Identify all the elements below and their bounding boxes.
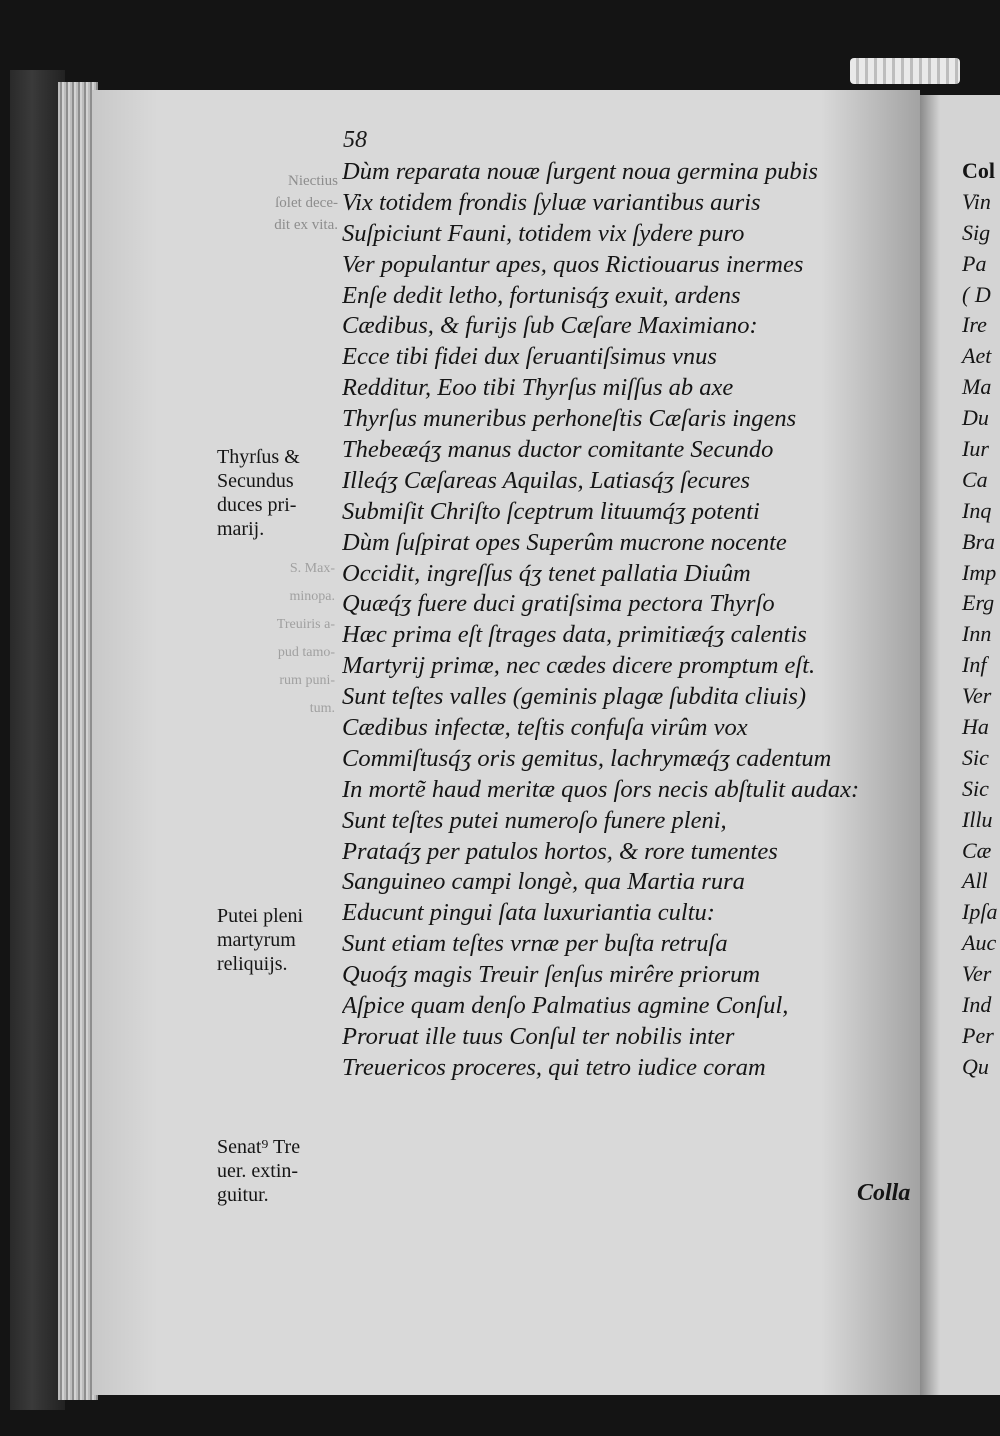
verse-line: Ver populantur apes, quos Rictiouarus inermes xyxy=(342,250,804,278)
margin-note-thyrsus: Thyrſus & Secundus duces pri- marij. xyxy=(217,446,300,540)
verse-line: Aſpice quam denſo Palmatius agmine Conſul, xyxy=(342,992,789,1020)
book-spine xyxy=(10,70,65,1410)
facing-line: Vin xyxy=(962,188,991,214)
facing-line: Bra xyxy=(962,528,995,554)
facing-line: Ver xyxy=(962,683,992,709)
facing-line: All xyxy=(962,868,988,894)
verse-line: Proruat ille tuus Conſul ter nobilis inter xyxy=(342,1022,735,1050)
facing-line: Sic xyxy=(962,775,989,801)
bleed-through-text-middle: S. Max- minopa. Treuiris a- pud tamo- rum puni- tum. xyxy=(276,561,335,716)
facing-line: Illu xyxy=(962,806,993,832)
verse-line: Illeq́ʒ Cæſareas Aquilas, Latiasq́ʒ ſecures xyxy=(342,466,751,494)
facing-line: Du xyxy=(962,405,989,431)
verse-line: Suſpiciunt Fauni, totidem vix ſydere puro xyxy=(342,219,745,247)
verse-line: Educunt pingui ſata luxuriantia cultu: xyxy=(342,899,715,927)
verse-line: Submiſit Chriſto ſceptrum lituumq́ʒ potenti xyxy=(342,497,760,525)
facing-line: Cæ xyxy=(962,837,992,863)
verse-line: Thyrſus muneribus perhoneſtis Cæſaris ingens xyxy=(342,405,797,433)
verse-line: Quæq́ʒ fuere duci gratiſsima pectora Thyrſo xyxy=(342,590,775,618)
facing-line: Inn xyxy=(962,621,992,647)
verse-line: Sunt teſtes putei numeroſo funere pleni, xyxy=(342,806,727,834)
facing-line: Sic xyxy=(962,744,989,770)
verse-line: Dùm reparata nouæ ſurgent noua germina pubis xyxy=(342,158,818,185)
facing-line: Ma xyxy=(962,374,992,400)
facing-line: Ver xyxy=(962,961,992,987)
facing-line: Pa xyxy=(962,250,987,276)
facing-line: Col xyxy=(962,158,995,183)
verse-line: Commiſtusq́ʒ oris gemitus, lachrymæq́ʒ cadentum xyxy=(342,744,832,772)
verse-line: Cædibus, & furijs ſub Cæſare Maximiano: xyxy=(342,312,758,340)
verse-line: In mortẽ haud meritæ quos ſors necis abſtulit audax: xyxy=(342,775,860,803)
bookmark-ribbon xyxy=(850,58,960,84)
verse-line: Treuericos proceres, qui tetro iudice coram xyxy=(342,1053,766,1081)
verse-line: Sunt etiam teſtes vrnæ per buſta retruſa xyxy=(342,930,728,958)
facing-line: Sig xyxy=(962,219,991,245)
page-number: 58 xyxy=(343,127,367,153)
facing-line: Ipſa xyxy=(962,899,998,925)
facing-page-text xyxy=(962,156,997,1083)
verse-line: Thebeæq́ʒ manus ductor comitante Secundo xyxy=(342,436,774,464)
margin-note-senatus: Senat⁹ Tre uer. extin- guitur. xyxy=(217,1136,301,1206)
verse-line: Sanguineo campi longè, qua Martia rura xyxy=(342,868,745,896)
verse-line: Redditur, Eoo tibi Thyrſus miſſus ab axe xyxy=(342,374,734,402)
facing-line: Ha xyxy=(962,714,989,740)
verse-column xyxy=(342,157,917,1084)
facing-line: Per xyxy=(962,1022,994,1048)
verse-line: Vix totidem frondis ſyluæ variantibus auris xyxy=(342,188,761,216)
verse-line: Sunt teſtes valles (geminis plagæ ſubdita cliuis) xyxy=(342,683,807,711)
verse-line: Cædibus infectæ, teſtis confuſa virûm vox xyxy=(342,714,748,742)
facing-line: Erg xyxy=(962,590,995,616)
verse-line: Martyrij primæ, nec cædes dicere promptum eſt. xyxy=(342,652,816,680)
facing-line: Imp xyxy=(962,559,997,585)
facing-line: Iur xyxy=(962,436,989,462)
facing-line: Aet xyxy=(962,343,992,369)
facing-line: Inq xyxy=(962,497,992,523)
catchword: Colla xyxy=(857,1180,911,1206)
facing-line: Qu xyxy=(962,1053,989,1079)
facing-line: Ire xyxy=(962,312,987,338)
facing-line: ( D xyxy=(962,281,991,307)
verse-line: Dùm ſuſpirat opes Superûm mucrone nocente xyxy=(342,528,787,556)
facing-line: Ca xyxy=(962,466,988,492)
verse-line: Prataq́ʒ per patulos hortos, & rore tumentes xyxy=(342,837,778,865)
margin-note-putei: Putei pleni martyrum reliquijs. xyxy=(217,905,304,975)
verse-line: Occidit, ingreſſus q́ʒ tenet pallatia Diuûm xyxy=(342,559,751,587)
verse-line: Enſe dedit letho, fortunisq́ʒ exuit, ardens xyxy=(342,281,741,309)
bleed-through-text-top: Niectius ſolet dece- dit ex vita. xyxy=(274,173,338,233)
verse-line: Quoq́ʒ magis Treuir ſenſus mirêre priorum xyxy=(342,961,761,989)
verse-line: Ecce tibi fidei dux ſeruantiſsimus vnus xyxy=(342,343,717,371)
facing-line: Inf xyxy=(962,652,987,678)
facing-line: Ind xyxy=(962,992,992,1018)
verse-line: Hæc prima eſt ſtrages data, primitiæq́ʒ calentis xyxy=(342,621,807,649)
facing-line: Auc xyxy=(962,930,997,956)
